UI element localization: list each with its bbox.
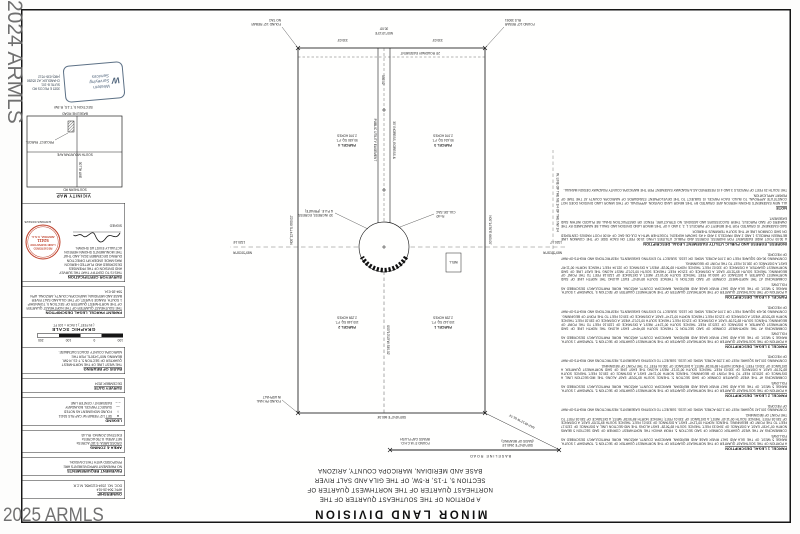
- vicinity-map: [24, 112, 125, 192]
- parent-parcel-box: [22, 287, 125, 318]
- project-parcel-marker: [68, 121, 74, 132]
- corner-callout: RLS 30051: [505, 18, 521, 22]
- baseline-road: [388, 413, 561, 458]
- legend-symbol-icon: ○: [116, 409, 120, 413]
- road-label: 307TH AVE: [78, 161, 82, 179]
- box-body: [25, 432, 122, 444]
- parcel-sqft: 90,430 SQ. FT.: [336, 138, 358, 142]
- legal-section-header: PARCEL 4 LEGAL DESCRIPTION: [725, 295, 787, 300]
- scale-ticks: [38, 338, 123, 342]
- section-line-bearing: N89°50'28"W: [233, 250, 252, 255]
- bulb-hatch-arc: [362, 257, 406, 270]
- strip-bearing: N00°10'13"E: [374, 31, 394, 35]
- text-line: 3025 E PECOS RD: [32, 86, 60, 91]
- legend-label: SUBJECT PARCEL BOUNDARY: [65, 405, 112, 409]
- parcel-boundary: [296, 46, 487, 415]
- firm-stamp-row: [22, 64, 125, 101]
- text-line: DOC. NO. 2024-0123456, M.C.R.: [72, 483, 122, 487]
- legal-section-header: PARCEL 3 LEGAL DESCRIPTION: [725, 344, 787, 349]
- text-line: (480) 636-7612: [38, 74, 60, 79]
- text-line: BASE AND MERIDIAN, MARICOPA COUNTY, ARIZONA: [317, 467, 483, 475]
- pavement-requirements-box: [22, 457, 125, 476]
- seal-text: LAND SURVEYOR: [30, 242, 56, 246]
- section-line-dist: 1320.17': [549, 240, 562, 244]
- scale-segment: [38, 334, 60, 337]
- legal-section: [561, 252, 787, 300]
- text-line: 200: [38, 338, 44, 342]
- south-dimension-right: 330.03': [337, 38, 348, 42]
- text-line: NET AREA: 8.750 ACRES±: [81, 436, 122, 441]
- access-strip: [299, 48, 461, 413]
- box-header: AREA & ZONING: [90, 445, 122, 451]
- parcel-acres: 2.076 ACRES: [337, 133, 357, 138]
- text-line: PROPOSED WITH THIS DIVISION.: [69, 460, 122, 464]
- scale-segment: [81, 334, 102, 337]
- legal-paragraph: A 30.00 FOOT WIDE EASEMENT FOR INGRESS, EGRESS AND PUBLIC UTILITIES LYING 15.00 FEET ON EACH SIDE OF THE COMMON LINE BETWEEN PARCELS 1 AND 2 AND PARCELS 3 AND 4 AS SHOWN HEREON, TOGETHER WITH A CUL-DE-SAC OF 40.00 FOOT RADIUS CENTERED ON SAID COMMON LINE AT THE SOUTH TERMINUS THEREOF.: [561, 229, 787, 241]
- cert-body: THIS IS TO CERTIFY THAT THE SURVEY AND DIVISION OF THE PREMISES DESCRIBED AND PLATTED HEREON WAS MADE UNDER MY DIRECTION DURING DECEMBER 2024, AND THAT THE MONUMENTS SHOWN HEREON ACTUALLY EXIST AS SHOWN.: [59, 245, 122, 275]
- strip-length-dim: 330.02': [381, 74, 385, 86]
- center-line-dim: S00°10'13"W 330.02': [386, 324, 390, 356]
- legal-paragraph: CONTAINING 100,142 SQUARE FEET OR 2.299 ACRES, MORE OR LESS. SUBJECT TO EXISTING EASEMENTS, RESTRICTIONS AND RIGHTS-OF-WAY OF RECORD.: [561, 403, 787, 412]
- box-header: BASIS OF BEARING: [83, 367, 122, 372]
- strip-label: PUBLIC UTILITY EASEMENT: [373, 118, 377, 162]
- parcel-sqft: 100,142 SQ. FT.: [431, 320, 455, 324]
- text-line: APN: 504-26-014: [96, 487, 122, 491]
- text-line: Services: [91, 73, 110, 80]
- legal-paragraph: A PORTION OF THE SOUTHEAST QUARTER OF THE NORTHEAST QUARTER OF THE NORTHWEST QUARTER OF SECTION 5, TOWNSHIP 1 SOUTH, RANGE 5 WEST, OF THE GILA AND SALT RIVER BASE AND MERIDIAN, MARICOPA COUNTY, ARIZONA, MORE PARTICULARLY DESCRIBED AS FOLLOWS:: [561, 331, 787, 343]
- scale-segment: [102, 334, 123, 337]
- legend-symbol-icon: – –: [115, 400, 121, 405]
- box-header: LEGEND: [105, 418, 122, 423]
- legal-section: [561, 403, 787, 451]
- legend-row: [25, 404, 122, 408]
- text-line: GROSS AREA: 9.187 ACRES±: [76, 441, 122, 445]
- corner-callout: FOUND 1/2" REBAR: [505, 22, 535, 26]
- text-line: Surveying: [89, 78, 110, 86]
- bulb-center-icon: [382, 245, 386, 249]
- text-line: 0: [93, 338, 96, 342]
- legend-row: [25, 413, 122, 417]
- basis-of-bearing-box: [22, 347, 125, 374]
- project-parcel-label: PROJECT PARCEL: [25, 140, 54, 145]
- section-lines: [230, 150, 565, 255]
- legal-paragraph: A PORTION OF THE SOUTHEAST QUARTER OF THE NORTHEAST QUARTER OF THE NORTHWEST QUARTER OF SECTION 5, TOWNSHIP 1 SOUTH, RANGE 5 WEST, OF THE GILA AND SALT RIVER BASE AND MERIDIAN, MARICOPA COUNTY, ARIZONA, MORE PARTICULARLY DESCRIBED AS FOLLOWS:: [561, 380, 787, 392]
- legal-paragraph: A PORTION OF THE SOUTHEAST QUARTER OF THE NORTHEAST QUARTER OF THE NORTHWEST QUARTER OF SECTION 5, TOWNSHIP 1 SOUTH, RANGE 5 WEST, OF THE GILA AND SALT RIVER BASE AND MERIDIAN, MARICOPA COUNTY, ARIZONA, MORE PARTICULARLY DESCRIBED AS FOLLOWS:: [561, 282, 787, 294]
- road-basis-label: (BASIS OF BEARING): [501, 439, 534, 443]
- box-body: [25, 460, 122, 468]
- parcel-acres: 2.076 ACRES: [433, 133, 453, 138]
- ownership-box: [22, 480, 125, 499]
- road-label: SOUTH MOUNTAIN AVE: [57, 152, 93, 157]
- legend-symbol-icon: ●: [116, 413, 120, 418]
- legal-paragraph: CONTAINING 90,424 SQUARE FEET OR 2.076 ACRES, MORE OR LESS. SUBJECT TO EXISTING EASEMENTS, RESTRICTIONS AND RIGHTS-OF-WAY OF RECORD.: [561, 305, 787, 313]
- legal-paragraph: COMMENCING AT THE WEST QUARTER CORNER OF SAID SECTION 5; THENCE SOUTH 89°50'28" EAST ALONG THE MID-SECTION LINE, A DISTANCE OF 1650.20 FEET TO THE POINT OF BEGINNING; THENCE NORTH 00°11'40" EAST, A DISTANCE OF 330.01 FEET; THENCE SOUTH 89°51'09" EAST, A DISTANCE OF 330.03 FEET; THENCE SOUTH 00°10'13" WEST ALONG THE EAST LINE OF SAID NORTHWEST QUARTER, A DISTANCE OF 330.01 FEET; THENCE NORTH 89°50'28" WEST, A DISTANCE OF 330.04 FEET TO THE POINT OF BEGINNING.: [561, 363, 787, 379]
- signed-label: SIGNED: [109, 223, 122, 227]
- vicinity-map-block: [22, 105, 125, 199]
- legal-section: [561, 354, 787, 398]
- text-line: Western: [93, 83, 111, 91]
- survey-date-box: [22, 379, 125, 394]
- legal-paragraph: CONTAINING 90,430 SQUARE FEET OR 2.076 ACRES, MORE OR LESS. SUBJECT TO EXISTING EASEMENTS, RESTRICTIONS AND RIGHTS-OF-WAY OF RECORD.: [561, 252, 787, 260]
- legal-paragraph: COMMENCING AT THE NORTHWEST CORNER OF SAID SECTION 5; THENCE SOUTH 89°49'47" EAST ALONG THE NORTH LINE OF SAID NORTHWEST QUARTER, A DISTANCE OF 1650.16 FEET; THENCE SOUTH 00°10'13" WEST, A DISTANCE OF 1320.18 FEET TO THE POINT OF BEGINNING; THENCE SOUTH 89°51'09" EAST, A DISTANCE OF 315.04 FEET; THENCE SOUTH 00°10'13" WEST ALONG THE EAST LINE OF SAID NORTHWEST QUARTER, A DISTANCE OF 330.02 FEET; THENCE NORTH 89°50'28" WEST, A DISTANCE OF 315.04 FEET; THENCE NORTH 00°11'40" EAST, A DISTANCE OF 330.01 FEET TO THE POINT OF BEGINNING.: [561, 261, 787, 281]
- stamp-name: [89, 73, 110, 90]
- box-header: OWNERSHIP: [97, 492, 122, 497]
- scale-bar: [37, 334, 123, 338]
- text-line: 100: [117, 338, 123, 342]
- text-line: THE WEST LINE OF THE NORTHWEST: [61, 362, 122, 366]
- text-line: 100: [65, 338, 72, 342]
- box-header: SURVEY DATE: [93, 386, 122, 391]
- corner-callout: FOUND PK NAIL: [256, 399, 281, 403]
- surveyor-certification-box: [22, 203, 125, 282]
- seal-expiry: EXPIRES 03/31/26: [24, 220, 51, 224]
- box-header: PARENT PARCEL LEGAL DESCRIPTION: [45, 310, 122, 316]
- legal-paragraph: COMMENCING AT THE WEST QUARTER CORNER OF SAID SECTION 5, FROM WHICH THE NORTHWEST CORNER OF SAID SECTION 5 BEARS NORTH 00°14'30" EAST, A DISTANCE OF 2640.33 FEET; THENCE SOUTH 89°50'28" EAST ALONG THE MID-SECTION LINE, A DISTANCE OF 1320.17 FEET TO THE POINT OF BEGINNING; THENCE NORTH 00°12'47" EAST, A DISTANCE OF 330.01 FEET; THENCE SOUTH 89°51'09" EAST, A DISTANCE OF 330.03 FEET; THENCE SOUTH 00°11'40" WEST, A DISTANCE OF 330.01 FEET; THENCE NORTH 89°50'28" WEST, A DISTANCE OF 330.03 FEET TO THE POINT OF BEGINNING.: [561, 413, 787, 432]
- signature-icon: [72, 230, 122, 243]
- bulb-radius-callout: CUL-DE-SAC: [436, 210, 456, 214]
- box-body: [25, 350, 122, 366]
- corner-callout: NO TAG: [269, 18, 281, 22]
- legal-section: [561, 216, 787, 247]
- legal-paragraph: THE SOUTH 25 FEET OF PARCELS 3 AND 4 IS RESERVED AS A ROADWAY EASEMENT PER THE MARICOPA COUNTY ROADWAY DESIGN MANUAL.: [563, 187, 787, 192]
- road-label: BASELINE ROAD: [62, 112, 88, 116]
- text-line: SUITE B-101: [41, 82, 60, 87]
- page-subtitle: [240, 466, 560, 504]
- stamp-logo: W: [111, 75, 121, 86]
- parcel-name: PARCEL 3: [434, 143, 452, 147]
- box-body: [25, 381, 122, 385]
- road-name-label: BASELINE ROAD: [469, 454, 511, 458]
- legend-label: FOUND MONUMENT AS NOTED: [63, 409, 112, 413]
- legal-section-header: INGRESS, EGRESS AND PUBLIC UTILITY EASEMENT LEGAL DESCRIPTION: [643, 242, 787, 247]
- legend-symbol-icon: —: [116, 405, 120, 409]
- parcel-name: PARCEL 1: [434, 325, 452, 329]
- tie-dimension-label: N44°49'12"W 66.74': [508, 413, 536, 430]
- west-dimension: N00°14'30"E 660.00': [488, 215, 492, 245]
- legal-section: [561, 188, 787, 211]
- text-line: EXISTING ZONING: RU-43: [81, 432, 122, 437]
- page-title: MINOR LAND DIVISION: [312, 508, 488, 521]
- legal-section: [561, 305, 787, 349]
- legal-paragraph: A PORTION OF THE SOUTHEAST QUARTER OF THE NORTHEAST QUARTER OF THE NORTHWEST QUARTER OF SECTION 5, TOWNSHIP 1 SOUTH, RANGE 5 WEST, OF THE GILA AND SALT RIVER BASE AND MERIDIAN, MARICOPA COUNTY, ARIZONA, MORE PARTICULARLY DESCRIBED AS FOLLOWS:: [561, 433, 787, 445]
- east-dimension: N00°12'47"E 660.02': [289, 215, 294, 245]
- vicinity-section-note: SECTION 5, T-1S, R-5W: [54, 105, 93, 109]
- legal-section-header: PARCEL 1 LEGAL DESCRIPTION: [725, 446, 787, 451]
- well-label: WELL: [449, 260, 458, 264]
- text-line: CHANDLER, AZ 85286: [26, 78, 60, 83]
- box-body: [25, 483, 122, 491]
- legend-row: [25, 409, 122, 413]
- north-dimension: S89°49'47"E 660.04': [376, 415, 407, 419]
- parcel-sqft: 90,424 SQ. FT.: [432, 138, 454, 142]
- seal-number: 52411: [37, 238, 49, 244]
- road-label: SOUTHERN RD: [63, 187, 87, 192]
- parcel-sqft: 100,148 SQ. FT.: [335, 320, 359, 324]
- legend-items: [25, 400, 122, 417]
- legend-row: [25, 400, 122, 404]
- road-bearing-label: S89°49'47"E 2640.15': [502, 443, 533, 447]
- text-line: SECTION 5, T-1S, R-5W, OF THE GILA AND SALT RIVER: [314, 477, 486, 484]
- corner-callout: IN ASPHALT: [262, 395, 281, 399]
- legend-label: EASEMENT / CENTER LINE: [70, 400, 112, 405]
- seal-text: REGISTERED: [33, 246, 53, 250]
- armls-watermark-top: 2024 ARMLS: [3, 0, 26, 124]
- legal-description-column: [561, 188, 787, 451]
- corner-callout: FOUND 1/2" REBAR: [251, 22, 281, 26]
- scale-segment: [59, 334, 81, 337]
- plat-drawing: [230, 5, 565, 470]
- text-line: NO PAVEMENT IMPROVEMENTS ARE: [63, 464, 122, 468]
- graphic-scale: [22, 322, 125, 343]
- firm-address: [27, 74, 60, 90]
- parcel-acres: 2.299 ACRES: [433, 315, 453, 320]
- parcel-acres: 2.299 ACRES: [337, 315, 357, 320]
- title-block: [240, 466, 560, 521]
- legal-paragraph: CONTAINING 100,148 SQUARE FEET OR 2.299 ACRES, MORE OR LESS. SUBJECT TO EXISTING EASEMENTS, RESTRICTIONS AND RIGHTS-OF-WAY OF RECORD.: [561, 354, 787, 363]
- legal-paragraph: ALL NEW EASEMENTS SHOWN HEREON ARE GRANTED BY THIS MINOR LAND DIVISION. APPROVAL OF THIS MINOR LAND DIVISION DOES NOT CONSTITUTE APPROVAL TO BUILD. EACH PARCEL IS SUBJECT TO THE DEVELOPMENT STANDARDS OF MARICOPA COUNTY AT THE TIME OF PERMIT APPLICATION.: [561, 193, 787, 205]
- box-header: SURVEYOR CERTIFICATION: [67, 275, 122, 280]
- armls-watermark-bottom: 2025 ARMLS: [3, 505, 104, 526]
- quarter-line-label: W. LINE OF THE NE 1/4 OF THE NW 1/4: [555, 173, 560, 232]
- box-body: [25, 289, 122, 310]
- found-monument-label: FOUND 3" M.C.H.D.: [400, 441, 430, 445]
- box-header: PAVEMENT REQUIREMENTS: [67, 468, 122, 474]
- area-zoning-box: [22, 430, 125, 453]
- legend-label: SET 1/2" REBAR W/ CAP RLS 52411: [58, 413, 112, 418]
- strip-width-dim: 30.00': [379, 26, 389, 31]
- parcel-name: PARCEL 4: [338, 143, 356, 147]
- parcel-name: PARCEL 2: [338, 325, 356, 329]
- bulb-callout: & P.U.E. (PRIVATE): [305, 209, 333, 213]
- roadway-easement-label: 25' ROADWAY EASEMENT: [400, 51, 440, 55]
- text-line: THE SOUTHEAST QUARTER OF THE NORTHEAST QUARTER OF THE NORTHWEST QUARTER OF SECTION 5, TOWNSHIP 1 SOUTH, RANGE 5 WEST, OF THE GILA AND SALT RIVER BASE AND MERIDIAN, MARICOPA COUNTY, ARIZONA. APN 504-26-014.: [26, 289, 122, 310]
- found-monument-label: BRASS CAP FLUSH: [400, 437, 430, 441]
- firm-stamp-icon: [63, 61, 126, 103]
- scale-note: ( IN FEET ) 1 INCH = 100 FT.: [52, 323, 95, 327]
- south-dimension-left: 330.03': [432, 38, 443, 42]
- text-line: DECEMBER 2024: [95, 381, 122, 386]
- legal-paragraph: COMMENCING AT THE NORTHWEST CORNER OF SAID SECTION 5; THENCE SOUTH 89°49'47" EAST ALONG THE NORTH LINE OF SAID NORTHWEST QUARTER, A DISTANCE OF 1320.10 FEET; THENCE SOUTH 00°12'47" WEST, A DISTANCE OF 1320.16 FEET TO THE POINT OF BEGINNING; THENCE SOUTH 89°51'09" EAST, A DISTANCE OF 315.03 FEET; THENCE SOUTH 00°10'13" WEST, A DISTANCE OF 330.02 FEET; THENCE NORTH 89°50'28" WEST, A DISTANCE OF 315.03 FEET; THENCE NORTH 00°12'47" EAST, A DISTANCE OF 330.01 FEET TO THE POINT OF BEGINNING.: [561, 314, 787, 330]
- scale-title: GRAPHIC SCALE: [51, 327, 96, 333]
- strip-label: 30' INGRESS, EGRESS &: [392, 121, 396, 159]
- bulb-radius-callout: R=40': [436, 214, 445, 218]
- text-line: QUARTER OF SECTION 5, T-1S, R-5W,: [62, 358, 122, 362]
- text-line: BEARING N00°14'30"E, PER THE: [71, 354, 122, 358]
- section-line-dist: 1320.16': [233, 240, 246, 244]
- legal-section-header: NOTE: [776, 206, 787, 211]
- seal-text: ARIZONA, U.S.A.: [31, 235, 55, 239]
- section-line-bearing: N89°50'28"W: [543, 250, 562, 255]
- text-line: NORTHEAST QUARTER OF THE NORTHWEST QUARTER OF: [307, 486, 493, 494]
- vicinity-map-caption: VICINITY MAP: [56, 193, 91, 199]
- sidebar-column: [22, 64, 125, 499]
- text-line: MARICOPA COUNTY GDACS DATABASE.: [58, 350, 122, 354]
- bulb-callout: 30' INGRESS, EGRESS: [298, 213, 333, 217]
- legend-box: [22, 398, 125, 426]
- legal-paragraph: SAID EASEMENT IS GRANTED FOR THE BENEFIT OF PARCELS 1, 2, 3 AND 4 OF THIS MINOR LAND DIVISION AND SHALL BE MAINTAINED BY THE OWNERS OF SAID PARCELS, THEIR SUCCESSORS AND ASSIGNS. NO STRUCTURE, FENCE OR OBSTRUCTION SHALL BE PLACED WITHIN SAID EASEMENT.: [561, 216, 787, 228]
- surveyor-seal-icon: [26, 225, 61, 260]
- text-line: A PORTION OF THE SOUTHEAST QUARTER OF THE: [319, 496, 481, 503]
- parcel-labels: [335, 134, 454, 330]
- legal-section-header: PARCEL 2 LEGAL DESCRIPTION: [725, 393, 787, 398]
